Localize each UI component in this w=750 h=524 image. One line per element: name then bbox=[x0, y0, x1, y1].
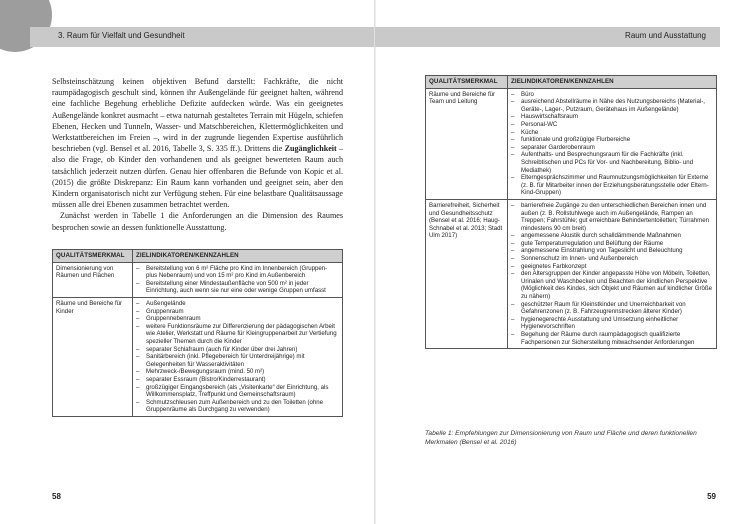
left-header-bar bbox=[30, 27, 375, 47]
list-item: – Bereitstellung einer Mindestaußenfläche von 500 m² in jeder Einrichtung, auch wenn sie nur eine oder wenige Gruppen umfasst bbox=[136, 280, 339, 295]
list-item: – funktionale und großzügige Flurbereiche bbox=[511, 136, 713, 144]
list-item: – barrierefreie Zugänge zu den unterschiedlichen Bereichen innen und außen (z. B. Rollstuhlwege auch im Außengelände, Rampen an Treppen; Fahrstühle; gut erreichbare Behindertentoiletten; Türrahmen mindestens 90 cm breit) bbox=[511, 202, 713, 232]
right-page bbox=[375, 0, 750, 524]
table-header-indicators: ZIELINDIKATOREN/KENNZAHLEN bbox=[508, 76, 717, 89]
list-item: – angemessene Einstrahlung von Tageslicht und Beleuchtung bbox=[511, 247, 713, 255]
list-item: – den Altersgruppen der Kinder angepasste Höhe von Möbeln, Toiletten, Urinalen und Waschbecken und Beachten der kindlichen Perspektive (Möglichkeit des Kindes, sich Objekt und Räumen auf kindlicher Größe zu nähern) bbox=[511, 270, 713, 300]
paragraph-2: Zunächst werden in Tabelle 1 die Anforderungen an die Dimension des Raumes besprochen sowie an dessen funktionelle Ausstattung. bbox=[52, 211, 343, 232]
table-header-quality: QUALITÄTSMERKMAL bbox=[426, 76, 508, 89]
list-item: – hygienegerechte Ausstattung und Umsetzung einheitlicher Hygienevorschriften bbox=[511, 316, 713, 331]
list-item: – Sonnenschutz im Innen- und Außenbereich bbox=[511, 255, 713, 263]
right-running-header: Raum und Ausstattung bbox=[625, 31, 706, 40]
left-running-header: 3. Raum für Vielfalt und Gesundheit bbox=[58, 31, 185, 40]
table-row bbox=[53, 262, 343, 297]
indicator-list bbox=[136, 265, 339, 295]
list-item: – Mehrzweck-/Bewegungsraum (mind. 50 m²) bbox=[136, 368, 339, 376]
list-item: – großzügiger Eingangsbereich (als „Visitenkarte“ der Einrichtung, als Willkommensplatz, Treffpunkt und Gemeinschaftsraum) bbox=[136, 384, 339, 399]
table-row bbox=[53, 297, 343, 416]
table-row bbox=[426, 199, 717, 348]
list-item: – Außengelände bbox=[136, 300, 339, 308]
row-label: Dimensionierung von Räumen und Flächen bbox=[53, 262, 133, 297]
list-item: – Küche bbox=[511, 129, 713, 137]
list-item: – weitere Funktionsräume zur Differenzierung der pädagogischen Arbeit wie Atelier, Werkstatt und Räume für Kleingruppenarbeit zur Vertiefung spezieller Themen durch die Kinder bbox=[136, 323, 339, 346]
list-item: – Bereitstellung von 6 m² Fläche pro Kind im Innenbereich (Gruppen- plus Nebenraum) und von 15 m² pro Kind im Außenbereich bbox=[136, 265, 339, 280]
list-item: – Gruppenraum bbox=[136, 308, 339, 316]
left-body-text bbox=[52, 76, 343, 233]
row-label: Räume und Bereiche für Kinder bbox=[53, 297, 133, 416]
right-table bbox=[425, 75, 717, 349]
left-table bbox=[52, 249, 343, 417]
table-header-row bbox=[426, 76, 717, 89]
right-header-bar bbox=[375, 27, 720, 47]
list-item: – separater Essraum (Bistro/Kinderrestaurant) bbox=[136, 376, 339, 384]
table-row bbox=[426, 88, 717, 199]
list-item: – Gruppennebenraum bbox=[136, 315, 339, 323]
list-item: – separater Schlafraum (auch für Kinder über drei Jahren) bbox=[136, 346, 339, 354]
row-items bbox=[508, 88, 717, 199]
row-items bbox=[508, 199, 717, 348]
indicator-list bbox=[136, 300, 339, 414]
paragraph-1-end: – also die Frage, ob Kinder den vorhandenen und als geeignet bewerteten Raum auch tatsächlich jederzeit nutzen dürfen. Genau hier offenbaren die Befunde von Kopic et al. (2015) die größte Diskrepanz: Ein Raum kann vorhanden und geeignet sein, aber den Kindern organisatorisch nicht zur Verfügung stehen. Für eine belastbare Qualitätsaussage müssen alle drei Ebenen zusammen betrachtet werden. bbox=[52, 144, 344, 210]
paragraph-1 bbox=[52, 76, 343, 210]
list-item: – separater Garderobenraum bbox=[511, 144, 713, 152]
list-item: – gute Temperaturregulation und Belüftung der Räume bbox=[511, 240, 713, 248]
right-page-number: 59 bbox=[707, 492, 716, 501]
table-header-indicators: ZIELINDIKATOREN/KENNZAHLEN bbox=[133, 250, 343, 263]
list-item: – Sanitärbereich (inkl. Pflegebereich für Unterdreijährige) mit Gelegenheiten für Wasseraktivitäten bbox=[136, 353, 339, 368]
indicator-list bbox=[511, 91, 713, 197]
paragraph-1-bold-term: Zugänglichkeit bbox=[284, 144, 337, 154]
list-item: – Schmutzschleusen zum Außenbereich und zu den Toiletten (ohne Gruppenräume als Durchgang zu verwenden) bbox=[136, 399, 339, 414]
list-item: – angemessene Akustik durch schalldämmende Maßnahmen bbox=[511, 232, 713, 240]
table-caption: Tabelle 1: Empfehlungen zur Dimensionierung von Raum und Fläche und deren funktionellen Merkmalen (Bensel et al. 2016) bbox=[425, 430, 697, 446]
row-label: Barrierefreiheit, Sicherheit und Gesundheitsschutz (Bensel et al. 2016; Haug-Schnabel et al. 2013; Stadt Ulm 2017) bbox=[426, 199, 508, 348]
table-header-row bbox=[53, 250, 343, 263]
list-item: – geeignetes Farbkonzept bbox=[511, 263, 713, 271]
list-item: – Personal-WC bbox=[511, 121, 713, 129]
paragraph-1-start: Selbsteinschätzung keinen objektiven Befund darstellt: Fachkräfte, die nicht raumpädagogisch geschult sind, können ihr Außengelände für geeignet halten, während eine fachliche Begehung erhebliche Defizite aufdecken würde. Was ein geeignetes Außengelände konkret ausmacht – etwa naturnah gestaltetes Terrain mit Hügeln, schiefen Ebenen, Hecken und Tunneln, Wasser- und Matschbereichen, Klettermöglichkeiten und Werkstattbereichen im Freien –, wird in der zugrunde liegenden Expertise ausführlich beschrieben (vgl. Bensel et al. 2016, Tabelle 3, S. 335 ff.). Drittens die bbox=[52, 77, 343, 154]
list-item: – Aufenthalts- und Besprechungsraum für die Fachkräfte (inkl. Schreibtischen und PCs für Vor- und Nachbereitung, Biblio- und Mediathek) bbox=[511, 151, 713, 174]
list-item: – Büro bbox=[511, 91, 713, 99]
row-label: Räume und Bereiche für Team und Leitung bbox=[426, 88, 508, 199]
list-item: – Begehung der Räume durch raumpädagogisch qualifizierte Fachpersonen zur Sicherstellung mitwachsender Anforderungen bbox=[511, 331, 713, 346]
indicator-list bbox=[511, 202, 713, 346]
list-item: – Hauswirtschaftsraum bbox=[511, 113, 713, 121]
row-items bbox=[133, 297, 343, 416]
list-item: – Elterngesprächszimmer und Raumnutzungsmöglichkeiten für Externe (z. B. für Mitarbeiter innen der Erziehungsberatungsstelle oder Eltern-Kind-Gruppen) bbox=[511, 174, 713, 197]
left-page-number: 58 bbox=[52, 492, 61, 501]
list-item: – geschützter Raum für Kleinstkinder und Unerreichbarkeit von Gefahrenzonen (z. B. Fahrzeugrennstrecken älterer Kinder) bbox=[511, 301, 713, 316]
table-header-quality: QUALITÄTSMERKMAL bbox=[53, 250, 133, 263]
row-items bbox=[133, 262, 343, 297]
list-item: – ausreichend Abstellräume in Nähe des Nutzungsbereichs (Material-, Geräte-, Lager-, Putzraum, Gerätehaus im Außengelände) bbox=[511, 98, 713, 113]
